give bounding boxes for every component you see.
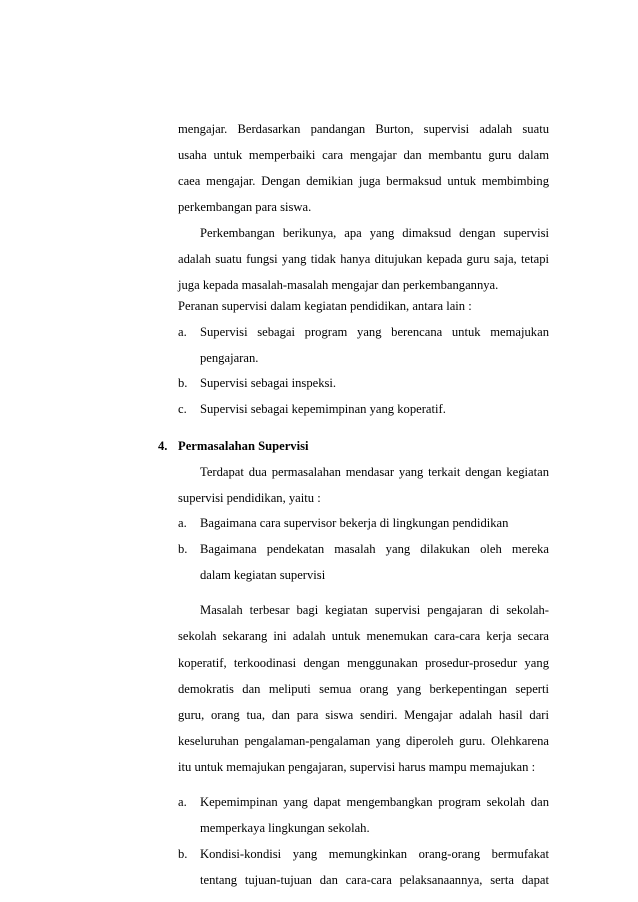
list-marker: a. [178, 516, 187, 530]
list-item: tentang tujuan-tujuan dan cara-cara pelaksanaannya, serta dapat [200, 873, 549, 887]
paragraph-line: koperatif, terkoodinasi dengan menggunakan prosedur-prosedur yang [178, 656, 549, 670]
paragraph-line: Peranan supervisi dalam kegiatan pendidikan, antara lain : [178, 299, 472, 313]
paragraph-line: guru, orang tua, dan para siswa sendiri. Mengajar adalah hasil dari [178, 708, 549, 722]
paragraph-line: Masalah terbesar bagi kegiatan supervisi pengajaran di sekolah- [200, 603, 549, 617]
paragraph-line: mengajar. Berdasarkan pandangan Burton, supervisi adalah suatu [178, 122, 549, 136]
paragraph-line: sekolah sekarang ini adalah untuk menemukan cara-cara kerja secara [178, 629, 549, 643]
list-item: memperkaya lingkungan sekolah. [200, 821, 370, 835]
list-item: Supervisi sebagai inspeksi. [200, 376, 337, 390]
list-item: Bagaimana cara supervisor bekerja di lingkungan pendidikan [200, 516, 509, 530]
list-item: Kondisi-kondisi yang memungkinkan orang-orang bermufakat [200, 847, 549, 861]
paragraph-line: supervisi pendidikan, yaitu : [178, 491, 321, 505]
paragraph-line: itu untuk memajukan pengajaran, supervisi harus mampu memajukan : [178, 760, 536, 774]
section-title: Permasalahan Supervisi [178, 439, 309, 453]
list-item: pengajaran. [200, 351, 259, 365]
list-marker: a. [178, 795, 187, 809]
list-marker: b. [178, 376, 188, 390]
paragraph-line: keseluruhan pengalaman-pengalaman yang diperoleh guru. Olehkarena [178, 734, 549, 748]
paragraph-line: Terdapat dua permasalahan mendasar yang terkait dengan kegiatan [200, 465, 549, 479]
list-marker: c. [178, 402, 187, 416]
paragraph-line: caea mengajar. Dengan demikian juga bermaksud untuk membimbing [178, 174, 549, 188]
section-number: 4. [158, 439, 168, 453]
list-marker: a. [178, 325, 187, 339]
list-item: Supervisi sebagai kepemimpinan yang koperatif. [200, 402, 446, 416]
list-marker: b. [178, 847, 188, 861]
list-item: dalam kegiatan supervisi [200, 568, 326, 582]
list-item: Bagaimana pendekatan masalah yang dilakukan oleh mereka [200, 542, 549, 556]
paragraph-line: usaha untuk memperbaiki cara mengajar dan membantu guru dalam [178, 148, 549, 162]
paragraph-line: juga kepada masalah-masalah mengajar dan perkembangannya. [178, 278, 499, 292]
list-item: Kepemimpinan yang dapat mengembangkan program sekolah dan [200, 795, 549, 809]
paragraph-line: demokratis dan meliputi semua orang yang berkepentingan seperti [178, 682, 549, 696]
list-marker: b. [178, 542, 188, 556]
paragraph-line: perkembangan para siswa. [178, 200, 312, 214]
paragraph-line: Perkembangan berikunya, apa yang dimaksud dengan supervisi [200, 226, 549, 240]
list-item: Supervisi sebagai program yang berencana untuk memajukan [200, 325, 549, 339]
paragraph-line: adalah suatu fungsi yang tidak hanya ditujukan kepada guru saja, tetapi [178, 252, 549, 266]
